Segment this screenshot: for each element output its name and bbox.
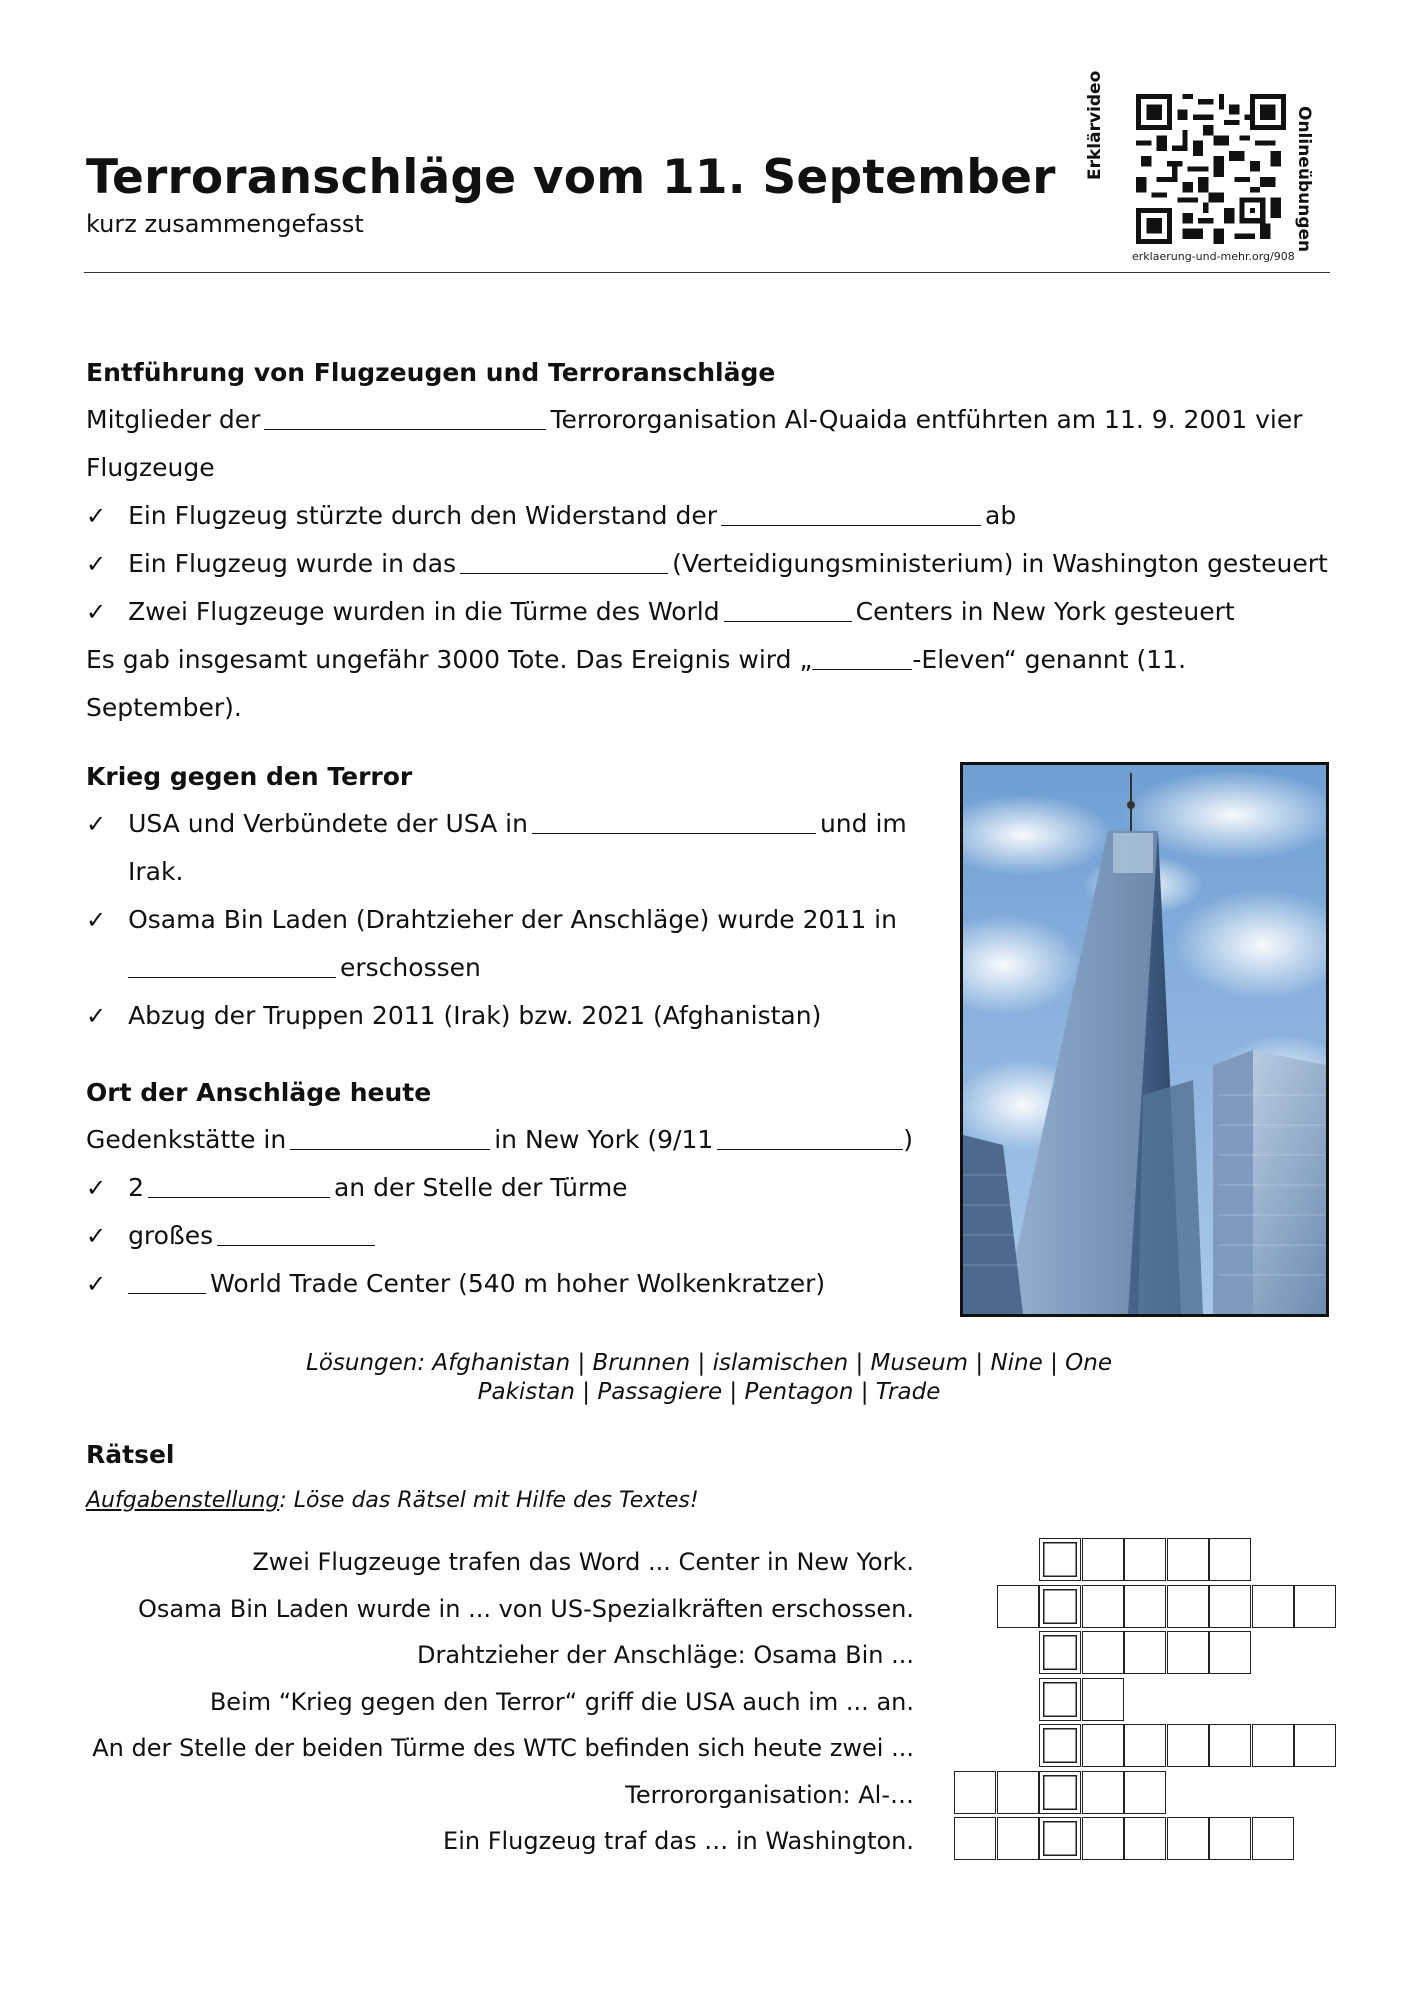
crossword-cell[interactable] [1167,1585,1209,1628]
crossword-cell[interactable] [1294,1585,1336,1628]
crossword-cell[interactable] [1082,1538,1124,1581]
blank-field[interactable] [721,524,981,526]
header-divider [84,272,1330,273]
crossword-cell[interactable] [1167,1631,1209,1674]
section-heading-location: Ort der Anschläge heute [86,1078,432,1107]
crossword-cell[interactable] [1124,1724,1166,1767]
check-icon: ✓ [86,1270,107,1298]
solution-cell[interactable] [1039,1538,1081,1581]
blank-field[interactable] [128,1292,206,1294]
text-line: September). [86,693,242,722]
bullet-item: ✓ Osama Bin Laden (Drahtzieher der Anschläge) wurde 2011 in [86,905,897,934]
bullet-item: ✓ Zwei Flugzeuge wurden in die Türme des World Centers in New York gesteuert [86,597,1235,626]
check-icon: ✓ [86,1002,107,1030]
one-world-trade-center-photo [960,762,1329,1317]
solution-cell[interactable] [1039,1817,1081,1860]
crossword-cell[interactable] [1124,1817,1166,1860]
crossword-cell[interactable] [1167,1724,1209,1767]
crossword-cell[interactable] [1209,1724,1251,1767]
crossword-cell[interactable] [997,1817,1039,1860]
blank-field[interactable] [128,976,336,978]
puzzle-clue: Terrororganisation: Al-… [625,1780,914,1809]
text-line: Irak. [128,857,184,886]
blank-field[interactable] [148,1196,330,1198]
puzzle-clue: An der Stelle der beiden Türme des WTC befinden sich heute zwei ... [92,1734,914,1762]
text-line: Mitglieder der Terrororganisation Al-Quaida entführten am 11. 9. 2001 vier [86,405,1303,434]
blank-field[interactable] [290,1148,490,1150]
video-label: Erklärvideo [1085,70,1105,180]
page-title: Terroranschläge vom 11. September [86,150,1056,205]
crossword-cell[interactable] [954,1771,996,1814]
text-line: erschossen [128,953,481,982]
qr-code-icon[interactable] [1136,94,1286,244]
blank-field[interactable] [460,572,668,574]
crossword-cell[interactable] [1082,1771,1124,1814]
puzzle-heading: Rätsel [86,1440,175,1469]
crossword-cell[interactable] [1294,1724,1336,1767]
check-icon: ✓ [86,906,107,934]
crossword-cell[interactable] [1124,1585,1166,1628]
crossword-cell[interactable] [1167,1538,1209,1581]
crossword-cell[interactable] [1082,1724,1124,1767]
puzzle-clue: Beim “Krieg gegen den Terror“ griff die USA auch im ... an. [209,1687,914,1716]
blank-field[interactable] [724,620,852,622]
bullet-item: ✓ Abzug der Truppen 2011 (Irak) bzw. 2021 (Afghanistan) [86,1001,822,1030]
solution-cell[interactable] [1039,1678,1081,1721]
bullet-item: ✓ USA und Verbündete der USA in und im [86,809,907,838]
bullet-item: ✓ großes [86,1221,379,1250]
blank-field[interactable] [717,1148,903,1150]
check-icon: ✓ [86,550,107,578]
crossword-cell[interactable] [1082,1817,1124,1860]
check-icon: ✓ [86,1222,107,1250]
text-line: Flugzeuge [86,453,215,482]
solution-cell[interactable] [1039,1585,1081,1628]
solution-cell[interactable] [1039,1631,1081,1674]
crossword-cell[interactable] [1252,1817,1294,1860]
crossword-cell[interactable] [1082,1585,1124,1628]
blank-field[interactable] [264,428,546,430]
bullet-item: ✓ Ein Flugzeug wurde in das (Verteidigungsministerium) in Washington gesteuert [86,549,1328,578]
crossword-cell[interactable] [954,1817,996,1860]
text-line: Gedenkstätte in in New York (9/11 ) [86,1125,914,1154]
solutions-line-2: Pakistan | Passagiere | Pentagon | Trade [477,1379,941,1405]
crossword-cell[interactable] [1124,1538,1166,1581]
crossword-cell[interactable] [1209,1631,1251,1674]
text-line: Es gab insgesamt ungefähr 3000 Tote. Das Ereignis wird „ -Eleven“ genannt (11. [86,645,1187,674]
puzzle-clue: Drahtzieher der Anschläge: Osama Bin ... [417,1641,914,1669]
crossword-cell[interactable] [1209,1538,1251,1581]
crossword-cell[interactable] [1252,1585,1294,1628]
solution-cell[interactable] [1039,1724,1081,1767]
crossword-cell[interactable] [1167,1817,1209,1860]
blank-field[interactable] [812,668,912,670]
crossword-cell[interactable] [1124,1631,1166,1674]
crossword-cell[interactable] [997,1585,1039,1628]
section-heading-hijacking: Entführung von Flugzeugen und Terroranschläge [86,358,776,387]
page-subtitle: kurz zusammengefasst [86,210,364,238]
check-icon: ✓ [86,810,107,838]
crossword-cell[interactable] [1124,1771,1166,1814]
crossword-cell[interactable] [1209,1817,1251,1860]
exercises-label: Onlineübungen [1294,106,1314,253]
crossword-cell[interactable] [1209,1585,1251,1628]
bullet-item: ✓ Ein Flugzeug stürzte durch den Widerstand der ab [86,501,1017,530]
qr-url: erklaerung-und-mehr.org/908 [1132,250,1295,263]
crossword-cell[interactable] [1082,1631,1124,1674]
section-heading-war: Krieg gegen den Terror [86,762,413,791]
blank-field[interactable] [217,1244,375,1246]
bullet-item: ✓ World Trade Center (540 m hoher Wolkenkratzer) [86,1269,826,1298]
blank-field[interactable] [532,832,816,834]
task-instruction: Aufgabenstellung: Löse das Rätsel mit Hilfe des Textes! [86,1488,699,1513]
bullet-item: ✓ 2 an der Stelle der Türme [86,1173,628,1202]
puzzle-clue: Ein Flugzeug traf das … in Washington. [443,1827,914,1855]
solutions-line-1: Lösungen: Afghanistan | Brunnen | islamischen | Museum | Nine | One [306,1350,1112,1376]
puzzle-clue: Osama Bin Laden wurde in ... von US-Spezialkräften erschossen. [137,1594,914,1623]
crossword-cell[interactable] [1252,1724,1294,1767]
crossword-cell[interactable] [1082,1678,1124,1721]
check-icon: ✓ [86,502,107,530]
puzzle-clue: Zwei Flugzeuge trafen das Word ... Center in New York. [252,1548,914,1576]
check-icon: ✓ [86,1174,107,1202]
solution-cell[interactable] [1039,1771,1081,1814]
crossword-cell[interactable] [997,1771,1039,1814]
check-icon: ✓ [86,598,107,626]
